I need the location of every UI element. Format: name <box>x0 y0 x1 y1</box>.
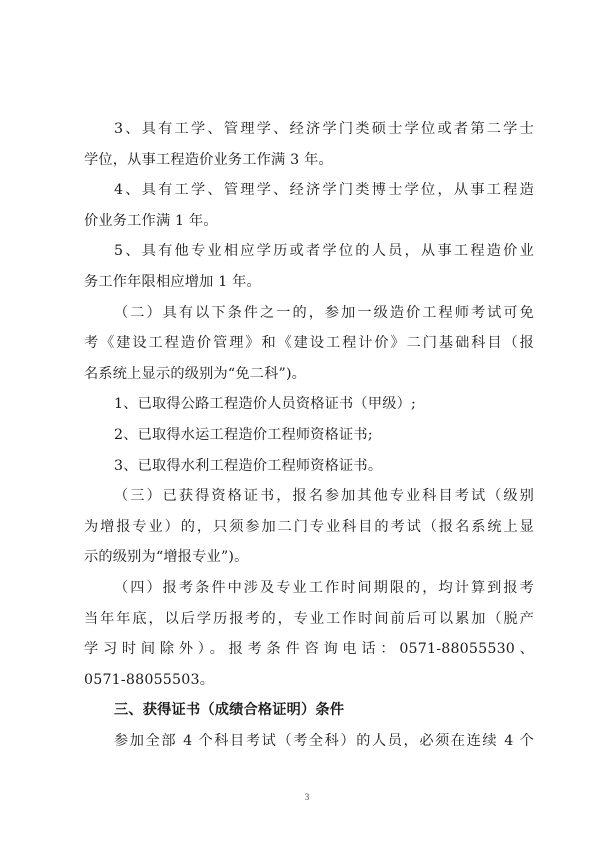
paragraph-line: （四）报考条件中涉及专业工作时间期限的，均计算到报考 <box>114 579 534 596</box>
paragraph-line: 当年年底，以后学历报考的，专业工作时间前后可以累加（脱产 <box>84 610 534 627</box>
paragraph-line: 学位，从事工程造价业务工作满 3 年。 <box>84 151 333 168</box>
list-item: 2、已取得水运工程造价工程师资格证书; <box>114 426 373 443</box>
paragraph-line: （二）具有以下条件之一的，参加一级造价工程师考试可免 <box>114 304 534 321</box>
paragraph-line: （三）已获得资格证书，报名参加其他专业科目考试（级别 <box>114 488 534 505</box>
paragraph-line: 学习时间除外）。报考条件咨询电话：0571-88055530、 <box>84 641 534 658</box>
page-number: 3 <box>304 792 310 802</box>
section-heading: 三、获得证书（成绩合格证明）条件 <box>114 702 345 719</box>
paragraph-line: 务工作年限相应增加 1 年。 <box>84 273 261 290</box>
list-item: 1、已取得公路工程造价人员资格证书（甲级）; <box>114 396 416 413</box>
paragraph-line: 5、具有他专业相应学历或者学位的人员，从事工程造价业 <box>114 243 534 260</box>
paragraph-line: 价业务工作满 1 年。 <box>84 212 218 229</box>
paragraph-line: 3、具有工学、管理学、经济学门类硕士学位或者第二学士 <box>114 121 534 137</box>
paragraph-line: 为增报专业）的，只须参加二门专业科目的考试（报名系统上显 <box>84 518 534 535</box>
page-body <box>84 114 534 756</box>
list-item: 3、已取得水利工程造价工程师资格证书。 <box>114 457 383 474</box>
paragraph-line: 考《建设工程造价管理》和《建设工程计价》二门基础科目（报 <box>84 335 534 352</box>
paragraph-line: 示的级别为“增报专业”)。 <box>84 549 249 566</box>
paragraph-line: 4、具有工学、管理学、经济学门类博士学位，从事工程造 <box>114 182 534 199</box>
paragraph-line: 参加全部 4 个科目考试（考全科）的人员，必须在连续 4 个 <box>114 732 534 749</box>
paragraph-line: 0571-88055503。 <box>84 671 215 688</box>
paragraph-line: 名系统上显示的级别为“免二科”)。 <box>84 365 307 382</box>
